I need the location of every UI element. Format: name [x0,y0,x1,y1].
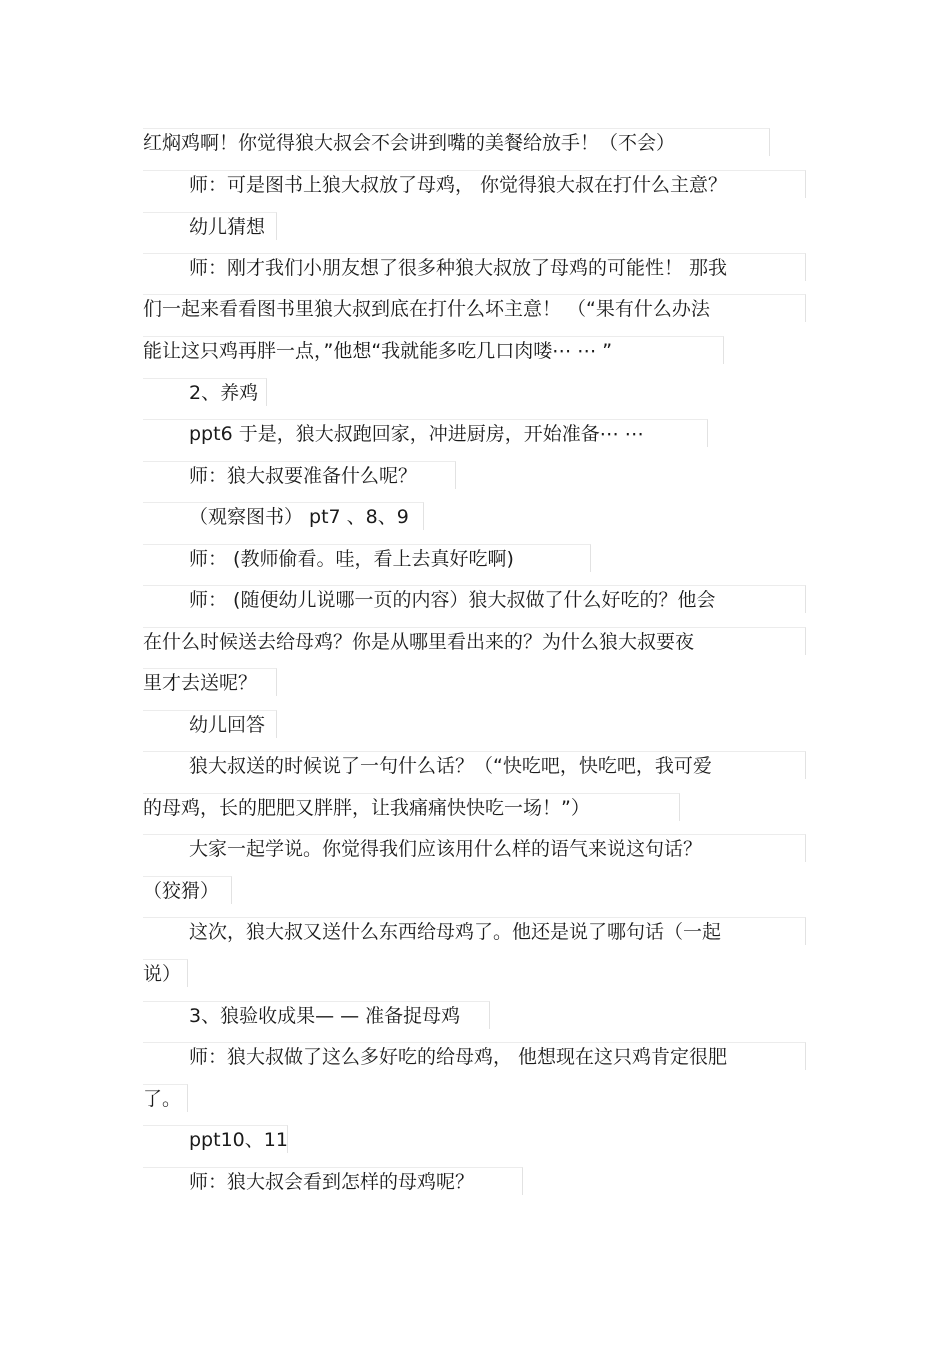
text-line-4: 师：刚才我们小朋友想了很多种狼大叔放了母鸡的可能性！ 那我 [143,253,806,281]
text-line-3: 幼儿猜想 [143,212,277,240]
text-line-6: 能让这只鸡再胖一点，”他想“我就能多吃几口肉喽⋯ ⋯ ” [143,336,724,364]
text-line-18: 大家一起学说。你觉得我们应该用什么样的语气来说这句话？ [143,834,806,862]
text-line-5: 们一起来看看图书里狼大叔到底在打什么坏主意！ （“果有什么办法 [143,294,806,322]
text-line-13: 在什么时候送去给母鸡？你是从哪里看出来的？为什么狼大叔要夜 [143,627,806,655]
text-line-26: 师：狼大叔会看到怎样的母鸡呢？ [143,1167,523,1195]
text-line-15: 幼儿回答 [143,710,277,738]
text-line-2: 师：可是图书上狼大叔放了母鸡， 你觉得狼大叔在打什么主意？ [143,170,806,198]
text-line-22: 3、狼验收成果— — 准备捉母鸡 [143,1001,490,1029]
text-line-11: 师： (教师偷看。哇，看上去真好吃啊) [143,544,591,572]
text-line-21: 说） [143,959,188,987]
text-line-14: 里才去送呢？ [143,668,277,696]
text-line-20: 这次，狼大叔又送什么东西给母鸡了。他还是说了哪句话（一起 [143,917,806,945]
text-line-7: 2、养鸡 [143,378,267,406]
text-line-16: 狼大叔送的时候说了一句什么话？（“快吃吧，快吃吧，我可爱 [143,751,806,779]
text-line-23: 师：狼大叔做了这么多好吃的给母鸡， 他想现在这只鸡肯定很肥 [143,1042,806,1070]
text-line-17: 的母鸡，长的肥肥又胖胖，让我痛痛快快吃一场！”） [143,793,680,821]
text-line-12: 师： (随便幼儿说哪一页的内容）狼大叔做了什么好吃的？他会 [143,585,806,613]
text-line-24: 了。 [143,1084,188,1112]
text-line-9: 师：狼大叔要准备什么呢？ [143,461,456,489]
text-line-10: （观察图书） pt7 、8、9 [143,502,424,530]
text-line-25: ppt10、11 [143,1125,288,1153]
text-line-1: 红焖鸡啊！你觉得狼大叔会不会讲到嘴的美餐给放手！（不会） [143,128,770,156]
text-line-8: ppt6 于是，狼大叔跑回家，冲进厨房，开始准备⋯ ⋯ [143,419,708,447]
text-line-19: （狡猾） [143,876,232,904]
